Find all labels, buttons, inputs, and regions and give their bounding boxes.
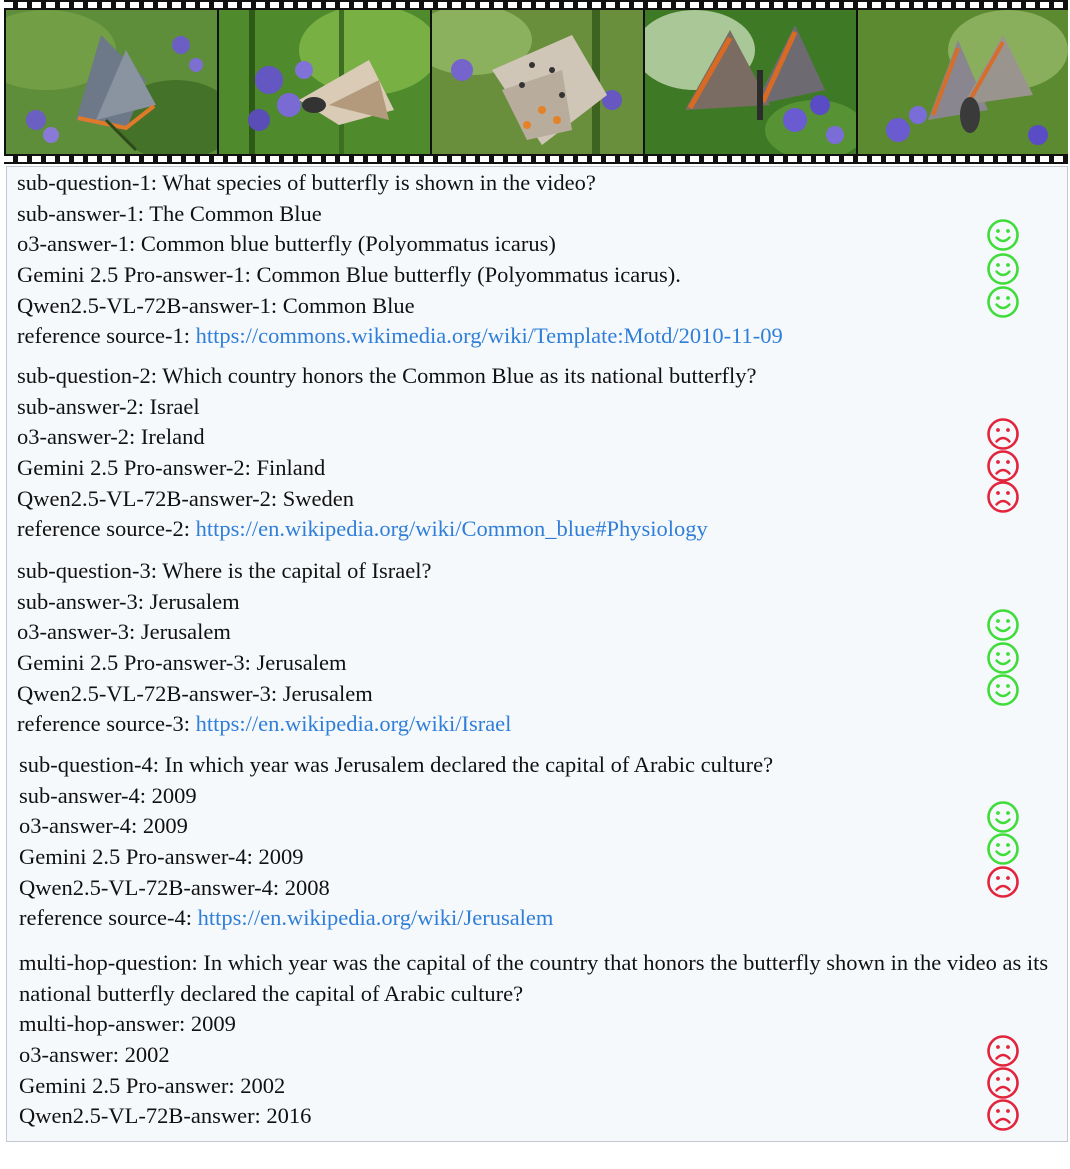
frowning-face-icon xyxy=(986,449,1020,483)
video-frame-3 xyxy=(432,10,643,154)
sub-question-1: sub-question-1: What species of butterfly is shown in the video? xyxy=(17,170,596,195)
frowning-face-icon xyxy=(986,480,1020,514)
reference-label: reference source-4: xyxy=(19,905,198,931)
qwen-answer-4: Qwen2.5-VL-72B-answer-4: 2008 xyxy=(19,874,330,900)
frowning-face-icon xyxy=(986,1098,1020,1132)
frowning-face-icon xyxy=(986,417,1020,451)
smiley-face-icon xyxy=(986,832,1020,866)
o3-answer-3: o3-answer-3: Jerusalem xyxy=(17,619,231,645)
video-frame-1 xyxy=(6,10,217,154)
o3-answer-2: o3-answer-2: Ireland xyxy=(17,424,205,450)
reference-link-1[interactable]: https://commons.wikimedia.org/wiki/Template:Motd/2010-11-09 xyxy=(195,323,783,349)
gemini-answer-multi-hop: Gemini 2.5 Pro-answer: 2002 xyxy=(19,1072,286,1098)
film-perforation-bottom xyxy=(4,156,1068,162)
smiley-face-icon xyxy=(986,608,1020,642)
qwen-answer-multi-hop: Qwen2.5-VL-72B-answer: 2016 xyxy=(19,1103,312,1129)
sub-question-2: sub-question-2: Which country honors the Common Blue as its national butterfly? xyxy=(17,363,757,388)
reference-source-2 xyxy=(17,514,1057,545)
sub-question-block-4 xyxy=(19,750,1059,934)
video-frame-2 xyxy=(219,10,430,154)
frowning-face-icon xyxy=(986,1066,1020,1100)
sub-question-4: sub-question-4: In which year was Jerusalem declared the capital of Arabic culture? xyxy=(19,752,774,777)
smiley-face-icon xyxy=(986,673,1020,707)
o3-answer-1: o3-answer-1: Common blue butterfly (Polyommatus icarus) xyxy=(17,231,556,257)
sub-question-3: sub-question-3: Where is the capital of Israel? xyxy=(17,558,432,583)
qwen-answer-2: Qwen2.5-VL-72B-answer-2: Sweden xyxy=(17,485,354,511)
smiley-face-icon xyxy=(986,218,1020,252)
reference-source-1 xyxy=(17,321,1057,352)
sub-question-block-1 xyxy=(17,168,1057,352)
qwen-answer-1: Qwen2.5-VL-72B-answer-1: Common Blue xyxy=(17,292,415,318)
sub-answer-3: sub-answer-3: Jerusalem xyxy=(17,588,240,614)
multi-hop-block xyxy=(19,948,1049,1132)
smiley-face-icon xyxy=(986,285,1020,319)
reference-label: reference source-3: xyxy=(17,711,196,737)
reference-source-3 xyxy=(17,709,1057,740)
sub-question-block-2 xyxy=(17,361,1057,545)
sub-answer-2: sub-answer-2: Israel xyxy=(17,393,200,419)
gemini-answer-3: Gemini 2.5 Pro-answer-3: Jerusalem xyxy=(17,650,347,676)
reference-label: reference source-2: xyxy=(17,516,196,542)
sub-answer-1: sub-answer-1: The Common Blue xyxy=(17,200,322,226)
reference-link-4[interactable]: https://en.wikipedia.org/wiki/Jerusalem xyxy=(197,905,554,931)
frowning-face-icon xyxy=(986,865,1020,899)
sub-answer-4: sub-answer-4: 2009 xyxy=(19,782,197,808)
gemini-answer-2: Gemini 2.5 Pro-answer-2: Finland xyxy=(17,455,326,481)
video-frame-strip xyxy=(4,0,1068,164)
o3-answer-4: o3-answer-4: 2009 xyxy=(19,813,188,839)
frowning-face-icon xyxy=(986,1034,1020,1068)
reference-label: reference source-1: xyxy=(17,323,196,349)
sub-question-block-3 xyxy=(17,556,1057,740)
smiley-face-icon xyxy=(986,252,1020,286)
smiley-face-icon xyxy=(986,800,1020,834)
qa-panel xyxy=(6,166,1068,1142)
film-perforation-top xyxy=(4,2,1068,8)
reference-source-4 xyxy=(19,903,1059,934)
gemini-answer-4: Gemini 2.5 Pro-answer-4: 2009 xyxy=(19,844,304,870)
o3-answer-multi-hop: o3-answer: 2002 xyxy=(19,1042,170,1068)
reference-link-3[interactable]: https://en.wikipedia.org/wiki/Israel xyxy=(195,711,512,737)
reference-link-2[interactable]: https://en.wikipedia.org/wiki/Common_blue#Physiology xyxy=(195,516,708,542)
multi-hop-answer: multi-hop-answer: 2009 xyxy=(19,1011,236,1037)
gemini-answer-1: Gemini 2.5 Pro-answer-1: Common Blue butterfly (Polyommatus icarus). xyxy=(17,262,681,288)
video-frame-4 xyxy=(645,10,856,154)
video-frame-5 xyxy=(858,10,1068,154)
multi-hop-question: multi-hop-question: In which year was the capital of the country that honors the butterfly shown in the video as its national butterfly declared the capital of Arabic culture? xyxy=(19,950,1049,1006)
qwen-answer-3: Qwen2.5-VL-72B-answer-3: Jerusalem xyxy=(17,680,373,706)
smiley-face-icon xyxy=(986,641,1020,675)
